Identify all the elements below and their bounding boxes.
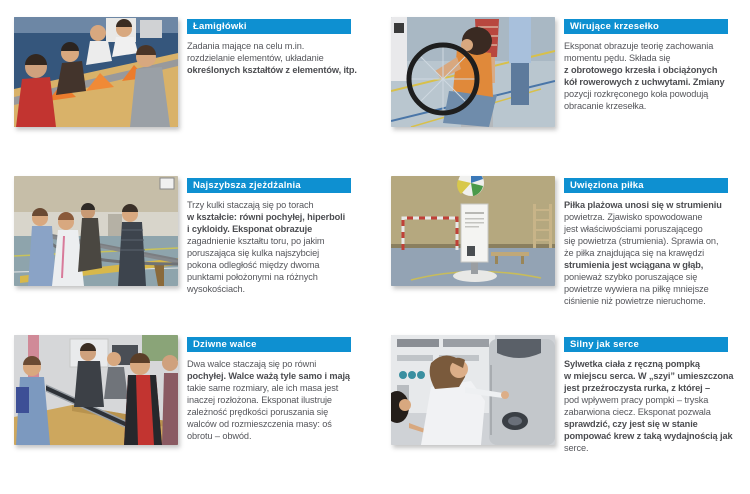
- body-line: walców od rozmieszczenia masy: oś: [187, 419, 332, 429]
- exhibit-title-bar: [187, 19, 351, 34]
- body-line: powietrze wywiera na piłkę mniejsze: [564, 284, 709, 294]
- body-line: serce.: [564, 443, 589, 453]
- exhibit-card-dziwne-walce: [14, 335, 354, 494]
- exhibit-title: Uwięziona piłka: [570, 180, 644, 191]
- body-line: obrotu – obwód.: [187, 431, 252, 441]
- body-line: ponieważ szybko poruszające się: [564, 272, 698, 282]
- exhibit-title: Najszybsza zjeżdżalnia: [193, 180, 301, 191]
- exhibit-description: [187, 358, 354, 442]
- exhibit-title: Dziwne walce: [193, 339, 257, 350]
- exhibit-catalog-grid: [14, 17, 734, 494]
- body-line: Zadania mające na celu m.in.: [187, 41, 305, 51]
- exhibit-card-najszybsza-zjezdzalnia: [14, 176, 354, 335]
- photo-puzzles: [14, 17, 178, 127]
- exhibit-description: [564, 40, 731, 112]
- body-line: punktami położonymi na różnych: [187, 272, 318, 282]
- body-line: poruszająca się kulka najszybciej: [187, 248, 320, 258]
- body-line: i cykloidy. Eksponat obrazuje: [187, 224, 313, 234]
- body-line: kół rowerowych z uchwytami. Zmiany: [564, 77, 725, 87]
- body-line: powietrza. Zjawisko spowodowane: [564, 212, 703, 222]
- body-line: z obrotowego krzesła i obciążonych: [564, 65, 718, 75]
- exhibit-card-uwieziona-pilka: [391, 176, 731, 335]
- body-line: pozycji rozkręconego koła powodują: [564, 89, 709, 99]
- body-line: obracanie krzesełka.: [564, 101, 647, 111]
- body-line: określonych kształtów z elementów, itp.: [187, 65, 357, 75]
- body-line: Trzy kulki staczają się po torach: [187, 200, 314, 210]
- exhibit-title: Wirujące krzesełko: [570, 21, 660, 32]
- body-line: ciśnienie niż powietrze nieruchome.: [564, 296, 706, 306]
- body-line: rozdzielanie elementów, układanie: [187, 53, 324, 63]
- body-line: inaczej rozłożona. Eksponat ilustruje: [187, 395, 332, 405]
- photo-strong-as-heart: [391, 335, 555, 445]
- photo-trapped-ball: [391, 176, 555, 286]
- photo-strange-cylinders: [14, 335, 178, 445]
- body-line: Dwa walce staczają się po równi: [187, 359, 317, 369]
- body-line: się powietrza (strumienia). Sprawia on,: [564, 236, 719, 246]
- exhibit-description: [564, 358, 734, 454]
- body-line: zależność prędkości poruszania się: [187, 407, 329, 417]
- exhibit-title-bar: [187, 178, 351, 193]
- exhibit-title: Silny jak serce: [570, 339, 640, 350]
- exhibit-description: [187, 199, 354, 295]
- body-line: sprawdzić, czy jest się w stanie: [564, 419, 698, 429]
- body-line: wysokościach.: [187, 284, 245, 294]
- body-line: zabarwiona ciecz. Eksponat pozwala: [564, 407, 711, 417]
- body-line: pokona odległość między dwoma: [187, 260, 320, 270]
- exhibit-title-bar: [564, 178, 728, 193]
- exhibit-card-wirujace-krzeselko: [391, 17, 731, 176]
- body-line: strumienia jest wciągana w głąb,: [564, 260, 704, 270]
- exhibit-title-bar: [187, 337, 351, 352]
- body-line: zagadnienie kształtu toru, po jakim: [187, 236, 325, 246]
- body-line: Piłka plażowa unosi się w strumieniu: [564, 200, 722, 210]
- body-line: pochyłej. Walce ważą tyle samo i mają: [187, 371, 350, 381]
- photo-fastest-slide: [14, 176, 178, 286]
- body-line: w miejscu serca. W „szyi” umieszczona: [564, 371, 734, 381]
- body-line: takie same rozmiary, ale ich masa jest: [187, 383, 339, 393]
- exhibit-description: [187, 40, 357, 76]
- exhibit-card-lamiglowki: [14, 17, 357, 176]
- body-line: że piłka znajdująca się na krawędzi: [564, 248, 705, 258]
- body-line: Sylwetka ciała z ręczną pompką: [564, 359, 700, 369]
- exhibit-title-bar: [564, 337, 728, 352]
- body-line: pompować krew z taką wydajnością jak: [564, 431, 733, 441]
- body-line: jest przeźroczysta rurka, z której –: [564, 383, 711, 393]
- exhibit-title-bar: [564, 19, 728, 34]
- body-line: pod wpływem pracy pompki – tryska: [564, 395, 709, 405]
- body-line: Eksponat obrazuje teorię zachowania: [564, 41, 714, 51]
- exhibit-description: [564, 199, 731, 307]
- exhibit-card-silny-jak-serce: [391, 335, 734, 494]
- body-line: momentu pędu. Składa się: [564, 53, 671, 63]
- exhibit-title: Łamigłówki: [193, 21, 247, 32]
- body-line: jest właściwościami poruszającego: [564, 224, 703, 234]
- body-line: w kształcie: równi pochyłej, hiperboli: [187, 212, 346, 222]
- photo-spinning-chair: [391, 17, 555, 127]
